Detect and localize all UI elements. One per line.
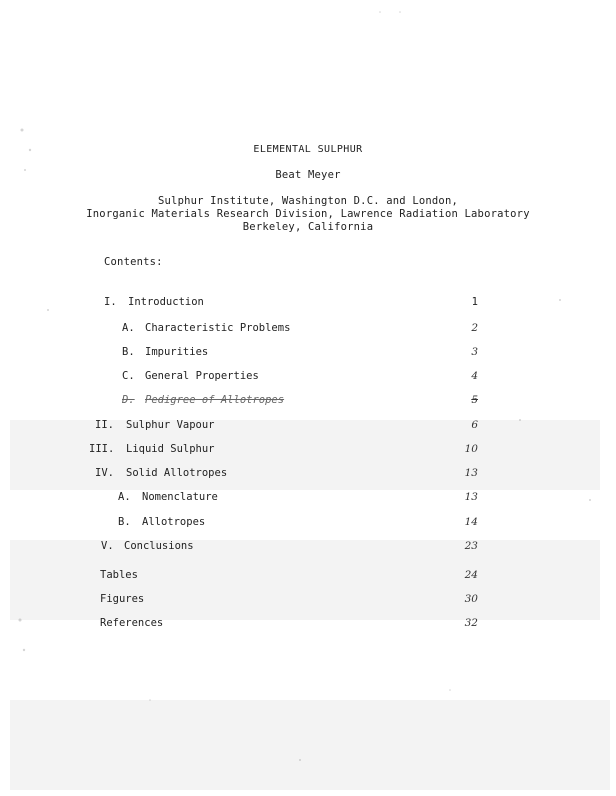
toc-entry-page: 30: [464, 593, 478, 605]
toc-entry-number: A.: [118, 491, 131, 503]
toc-entry-title: Impurities: [145, 346, 209, 358]
toc-entry-title: Tables: [100, 569, 138, 581]
toc-entry: [0, 443, 616, 457]
affiliation-line-3: Berkeley, California: [242, 221, 374, 233]
toc-entry-number: B.: [118, 516, 131, 528]
toc-entry: [0, 296, 616, 310]
toc-entry-page: 14: [464, 516, 478, 528]
toc-entry-number: A.: [122, 322, 135, 334]
toc-entry: [0, 593, 616, 607]
toc-entry-page: 13: [464, 467, 478, 479]
toc-entry: [0, 322, 616, 336]
toc-entry-title: Conclusions: [124, 540, 194, 552]
toc-entry-page: 6: [471, 419, 478, 431]
toc-entry-title: Characteristic Problems: [145, 322, 291, 334]
author-name: Beat Meyer: [275, 169, 341, 181]
affiliation-line-1: Sulphur Institute, Washington D.C. and London,: [158, 195, 458, 207]
toc-entry-number: V.: [101, 540, 114, 552]
toc-entry: [0, 491, 616, 505]
toc-entry-number: D.: [122, 394, 135, 406]
toc-entry: [0, 370, 616, 384]
toc-entry-page: 3: [471, 346, 478, 358]
toc-entry-title: Allotropes: [142, 516, 206, 528]
toc-entry-title: Figures: [100, 593, 145, 605]
toc-entry-title: References: [100, 617, 164, 629]
toc-entry: [0, 419, 616, 433]
toc-entry-title: Pedigree of Allotropes: [145, 394, 285, 406]
toc-entry-title: Sulphur Vapour: [126, 419, 215, 431]
toc-entry: [0, 540, 616, 554]
toc-entry-number: C.: [122, 370, 135, 382]
toc-entry-page: 2: [471, 322, 478, 334]
toc-entry-page: 4: [471, 370, 478, 382]
toc-entry-page: 13: [464, 491, 478, 503]
toc-entry-number: I.: [104, 296, 117, 308]
toc-entry-number: IV.: [95, 467, 114, 479]
toc-entry-page: 24: [464, 569, 478, 581]
toc-entry: [0, 516, 616, 530]
toc-entry-number: III.: [89, 443, 115, 455]
toc-entry: [0, 569, 616, 583]
toc-entry-title: Introduction: [128, 296, 204, 308]
toc-entry-title: General Properties: [145, 370, 259, 382]
toc-entry-title: Liquid Sulphur: [126, 443, 215, 455]
toc-entry-page: 23: [464, 540, 478, 552]
document-title: ELEMENTAL SULPHUR: [253, 144, 363, 155]
toc-entry-page: 5: [471, 394, 478, 406]
toc-entry-page: 10: [464, 443, 478, 455]
toc-entry-page: 32: [464, 617, 478, 629]
toc-entry: [0, 394, 616, 408]
toc-entry-title: Nomenclature: [142, 491, 218, 503]
toc-entry: [0, 617, 616, 631]
affiliation-line-2: Inorganic Materials Research Division, Lawrence Radiation Laboratory: [86, 208, 530, 220]
toc-entry-title: Solid Allotropes: [126, 467, 228, 479]
toc-entry-number: II.: [95, 419, 114, 431]
toc-entry-number: B.: [122, 346, 135, 358]
toc-entry-page: 1: [471, 296, 478, 308]
toc-entry: [0, 467, 616, 481]
contents-heading: Contents:: [104, 256, 163, 268]
toc-entry: [0, 346, 616, 360]
